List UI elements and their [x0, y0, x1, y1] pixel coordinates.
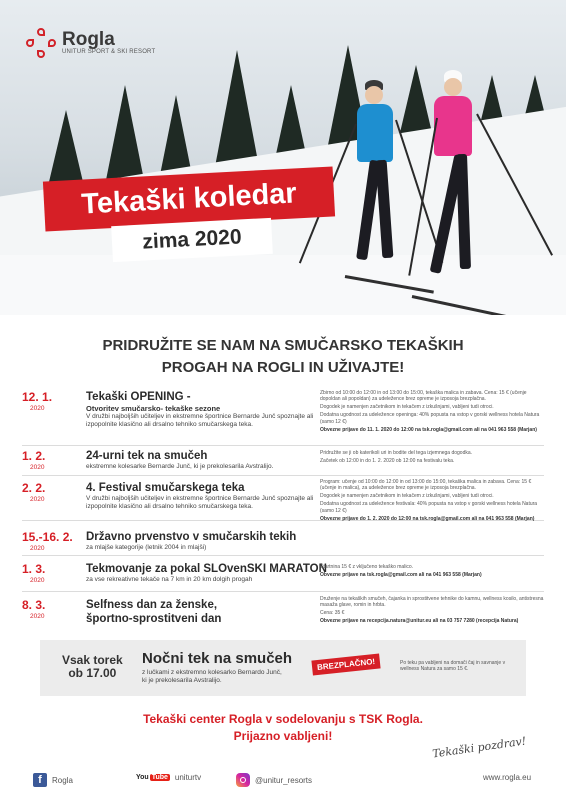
event-detail: Dogodek je namenjen začetnikom in tekačem z izkušnjami, vabljeni tudi otroci.: [320, 404, 494, 411]
event-detail: Pridružite se ji ob katerikoli uri in bodite del tega izjemnega dogodka.: [320, 450, 473, 456]
closing-line1: Tekaški center Rogla v sodelovanju s TSK Rogla.: [143, 712, 423, 726]
event-description: za mlajše kategorije (letnik 2004 in mlajši): [86, 544, 207, 551]
event-description: ekstremne kolesarke Bernarde Junč, ki je prekolesarila Avstralijo.: [86, 463, 274, 470]
event-detail: Štartnina 15 € z vključeno tekaško malico.: [320, 564, 414, 570]
event-date: 1. 2.: [22, 449, 46, 463]
instagram-link[interactable]: [236, 773, 312, 787]
event-year: 2020: [30, 545, 45, 552]
website-link[interactable]: [483, 773, 531, 782]
event-detail: Začetek ob 12:00 in do 1. 2. 2020 ob 12:00 na festivalu teka.: [320, 457, 455, 464]
event-year: 2020: [30, 577, 45, 584]
logo-subtitle: UNITUR SPORT & SKI RESORT: [62, 49, 156, 55]
event-detail: Dodatna ugodnost za udeležence openinga: 40% popusta na vstop v gorski wellness hotela Natura (samo 12 €): [320, 412, 540, 425]
event-24h: [22, 446, 544, 476]
youtube-link[interactable]: [136, 773, 201, 782]
event-registration: Obvezne prijave na recepcija.natura@unitur.eu ali na 03 757 7280 (recepcija Natura): [320, 618, 519, 625]
youtube-logo-text: You: [136, 774, 149, 781]
event-title-line2: športno-sprostitveni dan: [86, 613, 222, 625]
instagram-handle: @unitur_resorts: [255, 775, 313, 785]
event-title: Državno prvenstvo v smučarskih tekih: [86, 531, 297, 543]
logo-mark-icon: [26, 28, 56, 58]
schedule-time: ob 17.00: [68, 666, 117, 680]
event-title: Tekmovanje za pokal SLOvenSKI MARATON: [86, 563, 327, 575]
event-description: V družbi najboljših učiteljev in ekstremne športnice Bernarde Junč spoznajte ali izpopolnite klasično ali drsalno tehniko smučarskega teka.: [86, 413, 314, 428]
tagline: [0, 335, 566, 379]
event-selfness: [22, 594, 544, 634]
tagline-line1: PRIDRUŽITE SE NAM NA SMUČARSKO TEKAŠKIH: [102, 337, 464, 354]
schedule-day: Vsak torek: [62, 653, 123, 667]
event-year: 2020: [30, 496, 45, 503]
free-badge: BREZPLAČNO!: [311, 653, 380, 675]
event-championship: [22, 524, 544, 556]
youtube-icon: [136, 774, 170, 781]
social-bar: [0, 766, 566, 800]
event-details: [320, 596, 544, 626]
event-title: Selfness dan za ženske,: [86, 599, 218, 611]
event-year: 2020: [30, 464, 45, 471]
event-title: 24-urni tek na smučeh: [86, 450, 208, 462]
event-subtitle: Otvoritev smučarsko- tekaške sezone: [86, 404, 221, 413]
event-festival: [22, 477, 544, 521]
signature: Tekaški pozdrav!: [431, 734, 527, 761]
event-opening: [22, 390, 544, 446]
event-details: [320, 564, 544, 580]
night-ski-schedule: [62, 654, 123, 680]
event-title: 4. Festival smučarskega teka: [86, 482, 245, 494]
instagram-icon: [236, 773, 250, 787]
event-date: 8. 3.: [22, 598, 46, 612]
night-ski-title: Nočni tek na smučeh: [142, 650, 293, 667]
youtube-logo-tube: Tube: [151, 774, 168, 781]
event-description: V družbi najboljših učiteljev in ekstremne športnice Bernarde Junč spoznajte ali izpopolnite klasično ali drsalno tehniko smučarskega teka.: [86, 495, 314, 510]
facebook-icon: f: [33, 773, 47, 787]
poster-title: Tekaški koledar: [43, 166, 335, 231]
event-registration: Obvezne prijave do 11. 1. 2020 do 12:00 na tsk.rogla@gmail.com ali na 041 963 558 (Marjan): [320, 426, 537, 433]
event-detail: Cena: 35 €: [320, 610, 345, 617]
event-detail: Dodatna ugodnost za udeležence festivala: 40% popusta na vstop v gorski wellness hotela Natura (samo 12 €): [320, 501, 538, 514]
event-date: 1. 3.: [22, 562, 46, 576]
night-ski-details: Po teku pa vabljeni na domači čaj in savnanje v wellness Natura za samo 15 €.: [400, 660, 506, 673]
event-marathon: [22, 558, 544, 592]
facebook-handle: Rogla: [52, 775, 73, 785]
facebook-link[interactable]: [33, 773, 73, 787]
closing-line2: Prijazno vabljeni!: [233, 729, 333, 743]
event-year: 2020: [30, 613, 45, 620]
event-details: [320, 390, 544, 434]
event-detail: Dogodek je namenjen začetnikom in tekačem z izkušnjami, vabljeni tudi otroci.: [320, 493, 494, 500]
event-details: [320, 450, 544, 466]
snow-ground: [0, 255, 566, 315]
event-title: Tekaški OPENING -: [86, 391, 191, 403]
rogla-logo: [26, 28, 155, 58]
event-date: 2. 2.: [22, 481, 46, 495]
event-details: [320, 479, 544, 523]
hero-photo: [0, 0, 566, 315]
event-year: 2020: [30, 405, 45, 412]
event-date: 15.-16. 2.: [22, 530, 73, 544]
night-ski-box: [40, 640, 526, 696]
event-detail: Druženje na tekaških smučeh, čajanka in sprostitvene tehnike do kamnu, wellness kosilo, antistresna masaža glave, romin in hrbta.: [320, 596, 544, 609]
event-detail: Program: učenje od 10:00 do 12:00 in od 13:00 do 15:00, tekaška malica in zabava. Cena: 15 € (učenje in malica), za udeležence brez opreme je izposoja brezplačna.: [320, 479, 532, 492]
tagline-line2: PROGAH NA ROGLI IN UŽIVAJTE!: [161, 359, 405, 376]
event-registration: Obvezne prijave na tsk.rogla@gmail.com ali na 041 963 558 (Marjan): [320, 571, 482, 578]
event-description: za vse rekreativne tekače na 7 km in 20 km dolgih progah: [86, 576, 253, 583]
event-detail: Zbirno od 10:00 do 12:00 in od 13:00 do 15:00, tekaška malica in zabava. Cena: 15 € (učenje dopoldan ali popoldan) za udeležence brez opreme je izposoja brezplačna.: [320, 390, 527, 403]
poster-season: zima 2020: [111, 218, 273, 262]
website-url: www.rogla.eu: [483, 773, 532, 782]
event-date: 12. 1.: [22, 390, 53, 404]
event-registration: Obvezne prijave do 1. 2. 2020 do 12:00 na tsk.rogla@gmail.com ali na 041 963 558 (Marjan): [320, 515, 535, 522]
logo-name: Rogla: [62, 29, 115, 50]
youtube-handle: uniturtv: [174, 773, 202, 782]
night-ski-description: z lučkami z ekstremno kolesarko Bernardo Junč, ki je prekolesarila Avstralijo.: [142, 669, 282, 684]
